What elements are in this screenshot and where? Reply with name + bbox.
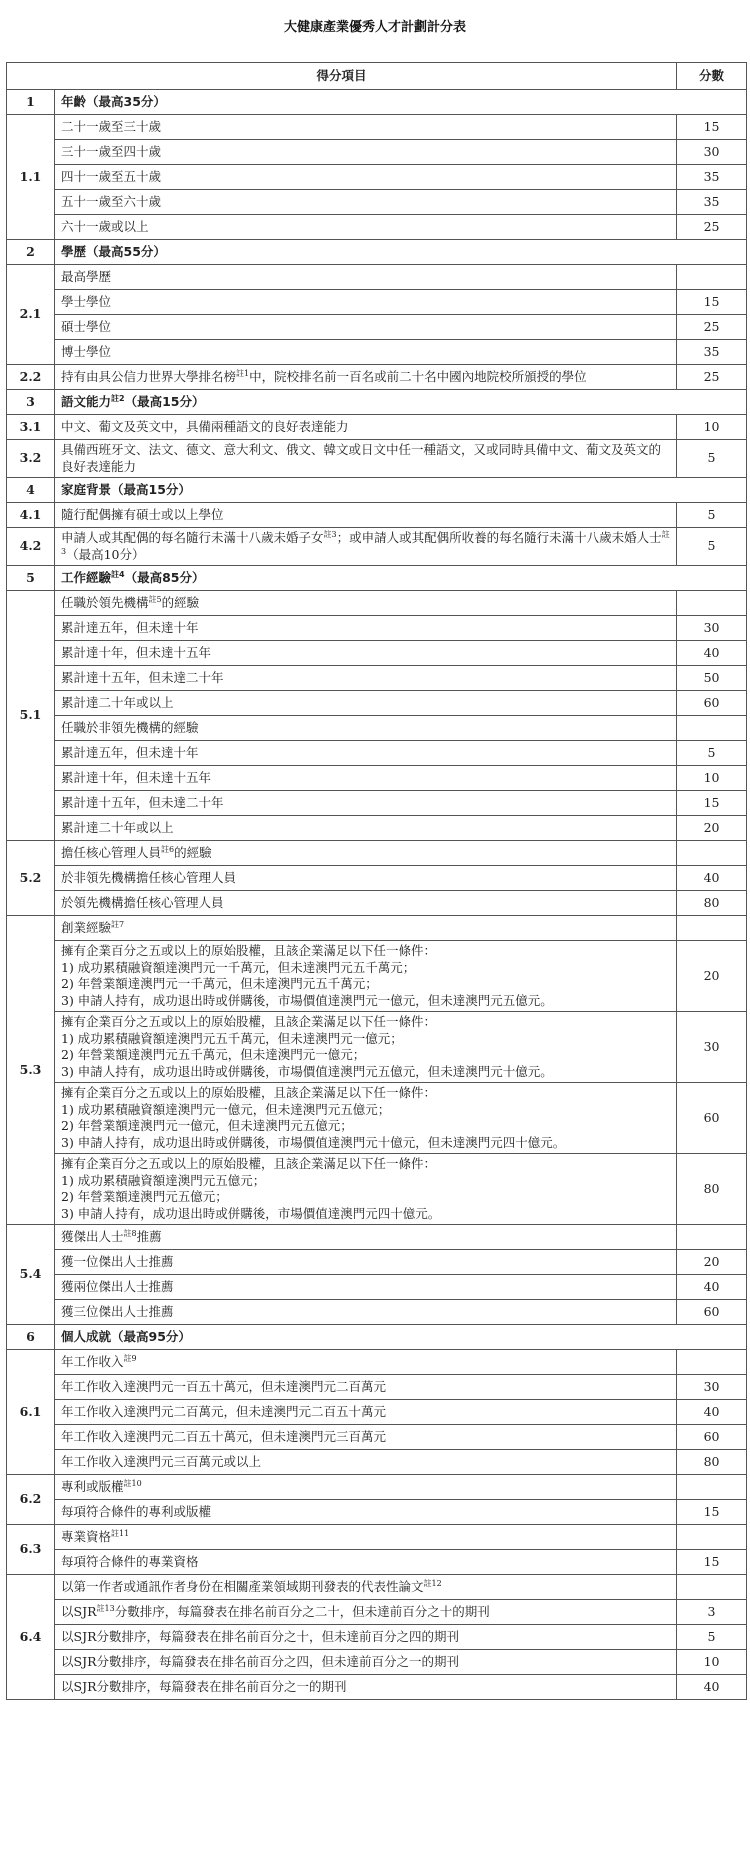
item-line: 2) 年營業額達澳門元五億元； xyxy=(61,1189,228,1204)
item-score: 60 xyxy=(677,1083,747,1154)
item-text: 五十一歲至六十歲 xyxy=(61,193,162,209)
score-table xyxy=(6,62,747,1700)
footnote-ref: 註9 xyxy=(123,1353,137,1363)
item-description xyxy=(55,1425,677,1450)
item-description xyxy=(55,415,677,440)
item-description xyxy=(55,1550,677,1575)
item-score: 30 xyxy=(677,140,747,165)
item-score: 5 xyxy=(677,741,747,766)
item-text: 於非領先機構擔任核心管理人員 xyxy=(61,869,237,885)
item-description xyxy=(55,1500,677,1525)
item-description xyxy=(55,841,677,866)
table-row xyxy=(7,528,747,566)
section-max-score: （最高15分） xyxy=(124,393,205,409)
section-row xyxy=(7,478,747,503)
section-max-score: （最高95分） xyxy=(111,1328,191,1344)
item-score: 15 xyxy=(677,1550,747,1575)
item-score: 5 xyxy=(677,528,747,566)
item-score: 15 xyxy=(677,1500,747,1525)
header-score: 分數 xyxy=(677,63,747,90)
subsection-number: 3.2 xyxy=(7,440,55,478)
item-description xyxy=(55,941,677,1012)
item-score: 20 xyxy=(677,816,747,841)
item-description xyxy=(55,265,677,290)
item-score: 35 xyxy=(677,165,747,190)
table-row xyxy=(7,1525,747,1550)
section-row xyxy=(7,1325,747,1350)
table-row xyxy=(7,691,747,716)
footnote-ref: 註10 xyxy=(123,1478,142,1488)
item-text: 每項符合條件的專利或版權 xyxy=(61,1503,212,1519)
table-row xyxy=(7,841,747,866)
item-text: 獲兩位傑出人士推薦 xyxy=(61,1278,174,1294)
item-description xyxy=(55,190,677,215)
section-title-text: 個人成就 xyxy=(61,1328,112,1344)
item-description xyxy=(55,1450,677,1475)
item-description xyxy=(55,315,677,340)
item-description xyxy=(55,140,677,165)
item-text: 累計達十年，但未達十五年 xyxy=(61,769,212,785)
table-row xyxy=(7,716,747,741)
subsection-number: 2.2 xyxy=(7,365,55,390)
item-score xyxy=(677,716,747,741)
item-text: 任職於領先機構 xyxy=(61,594,149,610)
item-description xyxy=(55,1154,677,1225)
item-description xyxy=(55,641,677,666)
item-text: 專業資格 xyxy=(61,1528,112,1544)
table-row xyxy=(7,265,747,290)
item-description xyxy=(55,1350,677,1375)
item-text: 中，院校排名前一百名或前二十名中國內地院校所頒授的學位 xyxy=(249,368,587,384)
item-score: 5 xyxy=(677,503,747,528)
item-description xyxy=(55,1300,677,1325)
item-score: 80 xyxy=(677,891,747,916)
table-row xyxy=(7,190,747,215)
item-text: 以SJR分數排序，每篇發表在排名前百分之一的期刊 xyxy=(61,1678,347,1694)
item-line: 擁有企業百分之五或以上的原始股權，且該企業滿足以下任一條件： xyxy=(61,1014,437,1029)
item-score: 3 xyxy=(677,1600,747,1625)
item-text: 的經驗 xyxy=(174,844,212,860)
document-title: 大健康產業優秀人才計劃計分表 xyxy=(283,20,466,35)
subsection-number: 4.2 xyxy=(7,528,55,566)
table-row xyxy=(7,616,747,641)
item-line: 1) 成功累積融資額達澳門元五億元； xyxy=(61,1172,266,1188)
table-row xyxy=(7,340,747,365)
item-description xyxy=(55,340,677,365)
section-max-score: （最高35分） xyxy=(86,93,166,109)
item-description xyxy=(55,365,677,390)
table-row xyxy=(7,891,747,916)
item-description xyxy=(55,766,677,791)
item-description xyxy=(55,741,677,766)
item-score xyxy=(677,1525,747,1550)
table-row xyxy=(7,215,747,240)
table-row xyxy=(7,1650,747,1675)
footnote-ref: 註12 xyxy=(423,1578,442,1588)
subsection-number: 6.1 xyxy=(7,1350,55,1475)
subsection-number: 2.1 xyxy=(7,265,55,365)
table-row xyxy=(7,766,747,791)
section-title xyxy=(55,478,747,503)
table-row xyxy=(7,866,747,891)
table-header-row xyxy=(7,63,747,90)
item-score: 30 xyxy=(677,1012,747,1083)
section-number: 2 xyxy=(7,240,55,265)
item-score: 40 xyxy=(677,1275,747,1300)
item-score: 30 xyxy=(677,616,747,641)
table-row xyxy=(7,741,747,766)
section-row xyxy=(7,566,747,591)
item-score: 50 xyxy=(677,666,747,691)
item-line: 1) 成功累積融資額達澳門元一億元，但未達澳門元五億元； xyxy=(61,1101,391,1117)
item-text: 年工作收入達澳門元一百五十萬元，但未達澳門元二百萬元 xyxy=(61,1378,387,1394)
table-row xyxy=(7,1600,747,1625)
table-row xyxy=(7,1425,747,1450)
section-title-text: 年齡 xyxy=(61,93,87,109)
item-description xyxy=(55,528,677,566)
item-line: 1) 成功累積融資額達澳門元五千萬元，但未達澳門元一億元； xyxy=(61,1030,403,1046)
subsection-number: 5.3 xyxy=(7,916,55,1225)
table-body xyxy=(7,90,747,1700)
item-description xyxy=(55,591,677,616)
item-text: 擔任核心管理人員 xyxy=(61,844,162,860)
item-text: 具備西班牙文、法文、德文、意大利文、俄文、韓文或日文中任一種語文，又或同時具備中文、葡文及英文的良好表達能力 xyxy=(61,442,662,474)
item-description xyxy=(55,503,677,528)
table-row xyxy=(7,1475,747,1500)
section-title xyxy=(55,390,747,415)
item-text: 任職於非領先機構的經驗 xyxy=(61,719,199,735)
table-row xyxy=(7,290,747,315)
table-row xyxy=(7,1083,747,1154)
item-score xyxy=(677,1575,747,1600)
item-description xyxy=(55,866,677,891)
table-row xyxy=(7,816,747,841)
item-text: 的經驗 xyxy=(161,594,200,610)
item-text: 獲傑出人士 xyxy=(61,1228,124,1244)
item-score: 10 xyxy=(677,1650,747,1675)
table-row xyxy=(7,1450,747,1475)
item-description xyxy=(55,165,677,190)
item-text: ；或申請人或其配偶所收養的每名隨行未滿十八歲未婚人士 xyxy=(336,530,662,545)
item-score: 60 xyxy=(677,691,747,716)
item-description xyxy=(55,1375,677,1400)
item-description xyxy=(55,916,677,941)
item-text: 中文、葡文及英文中，具備兩種語文的良好表達能力 xyxy=(61,418,349,434)
item-text: 年工作收入達澳門元二百萬元，但未達澳門元二百五十萬元 xyxy=(61,1403,387,1419)
item-description xyxy=(55,1225,677,1250)
table-row xyxy=(7,1275,747,1300)
item-score: 10 xyxy=(677,766,747,791)
item-text: 專利或版權 xyxy=(61,1478,124,1494)
table-row xyxy=(7,140,747,165)
section-title-text: 工作經驗 xyxy=(61,569,112,585)
item-description xyxy=(55,1083,677,1154)
item-text: 二十一歲至三十歲 xyxy=(61,118,162,134)
table-row xyxy=(7,503,747,528)
item-text: 以SJR分數排序，每篇發表在排名前百分之四，但未達前百分之一的期刊 xyxy=(61,1653,459,1669)
item-score: 25 xyxy=(677,215,747,240)
section-footnote-ref: 註2 xyxy=(111,393,125,403)
item-text: 累計達二十年或以上 xyxy=(61,819,174,835)
item-score: 15 xyxy=(677,791,747,816)
item-score: 60 xyxy=(677,1300,747,1325)
item-score xyxy=(677,1475,747,1500)
table-row xyxy=(7,641,747,666)
item-description xyxy=(55,1525,677,1550)
table-row xyxy=(7,1400,747,1425)
item-text: 四十一歲至五十歲 xyxy=(61,168,162,184)
item-score: 40 xyxy=(677,1400,747,1425)
item-text: 博士學位 xyxy=(61,343,112,359)
item-score: 40 xyxy=(677,1675,747,1700)
table-row xyxy=(7,315,747,340)
footnote-ref: 註5 xyxy=(148,594,162,604)
item-text: 累計達二十年或以上 xyxy=(61,694,174,710)
item-line: 擁有企業百分之五或以上的原始股權，且該企業滿足以下任一條件： xyxy=(61,1085,437,1100)
item-score xyxy=(677,916,747,941)
section-max-score: （最高15分） xyxy=(111,481,191,497)
item-text: 累計達十年，但未達十五年 xyxy=(61,644,212,660)
item-text: 六十一歲或以上 xyxy=(61,218,149,234)
section-number: 1 xyxy=(7,90,55,115)
table-row xyxy=(7,666,747,691)
item-line: 3) 申請人持有，成功退出時或併購後，市場價值達澳門元四十億元。 xyxy=(61,1205,441,1221)
item-description xyxy=(55,1250,677,1275)
table-row xyxy=(7,1575,747,1600)
item-description xyxy=(55,1600,677,1625)
item-text: 持有由具公信力世界大學排名榜 xyxy=(61,368,237,384)
item-description xyxy=(55,1400,677,1425)
footnote-ref: 註3 xyxy=(61,529,670,556)
section-footnote-ref: 註4 xyxy=(111,569,125,579)
table-row xyxy=(7,415,747,440)
footnote-ref: 註11 xyxy=(111,1528,130,1538)
item-text: 碩士學位 xyxy=(61,318,112,334)
section-title-text: 語文能力 xyxy=(61,393,112,409)
table-row xyxy=(7,1300,747,1325)
item-text: 於領先機構擔任核心管理人員 xyxy=(61,894,224,910)
footnote-ref: 註13 xyxy=(96,1603,115,1613)
footnote-ref: 註7 xyxy=(111,919,125,929)
item-description xyxy=(55,115,677,140)
item-text: 申請人或其配偶的每名隨行未滿十八歲未婚子女 xyxy=(61,530,324,545)
section-title-text: 家庭背景 xyxy=(61,481,112,497)
item-text: 創業經驗 xyxy=(61,919,112,935)
item-description xyxy=(55,891,677,916)
item-score: 40 xyxy=(677,866,747,891)
table-row xyxy=(7,1350,747,1375)
table-row xyxy=(7,1012,747,1083)
item-text: 累計達十五年，但未達二十年 xyxy=(61,669,224,685)
table-row xyxy=(7,1625,747,1650)
item-description xyxy=(55,215,677,240)
section-max-score: （最高85分） xyxy=(124,569,205,585)
item-score: 35 xyxy=(677,190,747,215)
item-description xyxy=(55,1675,677,1700)
subsection-number: 1.1 xyxy=(7,115,55,240)
item-text: 年工作收入達澳門元三百萬元或以上 xyxy=(61,1453,262,1469)
item-text: 學士學位 xyxy=(61,293,112,309)
item-line: 3) 申請人持有，成功退出時或併購後，市場價值達澳門元十億元，但未達澳門元四十億元。 xyxy=(61,1134,566,1150)
table-row xyxy=(7,916,747,941)
item-line: 3) 申請人持有，成功退出時或併購後，市場價值達澳門元一億元，但未達澳門元五億元。 xyxy=(61,992,553,1008)
table-row xyxy=(7,1375,747,1400)
item-text: 累計達十五年，但未達二十年 xyxy=(61,794,224,810)
item-score: 35 xyxy=(677,340,747,365)
item-score: 20 xyxy=(677,941,747,1012)
table-row xyxy=(7,440,747,478)
item-score: 10 xyxy=(677,415,747,440)
item-text: 年工作收入 xyxy=(61,1353,124,1369)
section-max-score: （最高55分） xyxy=(86,243,166,259)
item-text: 最高學歷 xyxy=(61,268,112,284)
item-line: 1) 成功累積融資額達澳門元一千萬元，但未達澳門元五千萬元； xyxy=(61,959,416,975)
subsection-number: 5.2 xyxy=(7,841,55,916)
item-description xyxy=(55,290,677,315)
item-score: 80 xyxy=(677,1154,747,1225)
item-score: 15 xyxy=(677,290,747,315)
item-text: 累計達五年，但未達十年 xyxy=(61,619,199,635)
section-number: 3 xyxy=(7,390,55,415)
item-description xyxy=(55,791,677,816)
item-description xyxy=(55,716,677,741)
item-text: 以SJR xyxy=(61,1603,97,1619)
item-score xyxy=(677,1225,747,1250)
section-row xyxy=(7,390,747,415)
section-row xyxy=(7,240,747,265)
item-text: （最高10分） xyxy=(66,546,145,562)
item-line: 2) 年營業額達澳門元一千萬元，但未達澳門元五千萬元； xyxy=(61,976,378,991)
item-description xyxy=(55,666,677,691)
subsection-number: 6.2 xyxy=(7,1475,55,1525)
table-row xyxy=(7,1225,747,1250)
section-title xyxy=(55,90,747,115)
table-row xyxy=(7,591,747,616)
item-line: 2) 年營業額達澳門元一億元，但未達澳門元五億元； xyxy=(61,1118,353,1133)
item-text: 以第一作者或通訊作者身份在相關產業領域期刊發表的代表性論文 xyxy=(61,1578,424,1594)
item-score xyxy=(677,841,747,866)
section-title xyxy=(55,566,747,591)
item-score: 60 xyxy=(677,1425,747,1450)
item-description xyxy=(55,440,677,478)
item-description xyxy=(55,1650,677,1675)
section-row xyxy=(7,90,747,115)
item-score xyxy=(677,1350,747,1375)
table-row xyxy=(7,1550,747,1575)
item-line: 擁有企業百分之五或以上的原始股權，且該企業滿足以下任一條件： xyxy=(61,943,437,958)
subsection-number: 6.3 xyxy=(7,1525,55,1575)
subsection-number: 5.1 xyxy=(7,591,55,841)
item-score: 25 xyxy=(677,365,747,390)
item-description xyxy=(55,616,677,641)
item-description xyxy=(55,816,677,841)
footnote-ref: 註3 xyxy=(323,529,337,539)
item-text: 分數排序，每篇發表在排名前百分之二十，但未達前百分之十的期刊 xyxy=(114,1603,490,1619)
item-line: 擁有企業百分之五或以上的原始股權，且該企業滿足以下任一條件： xyxy=(61,1156,437,1171)
table-row xyxy=(7,1154,747,1225)
item-text: 以SJR分數排序，每篇發表在排名前百分之十，但未達前百分之四的期刊 xyxy=(61,1628,459,1644)
footnote-ref: 註1 xyxy=(236,368,250,378)
section-number: 6 xyxy=(7,1325,55,1350)
item-text: 推薦 xyxy=(136,1228,162,1244)
item-text: 累計達五年，但未達十年 xyxy=(61,744,199,760)
item-text: 獲三位傑出人士推薦 xyxy=(61,1303,174,1319)
subsection-number: 6.4 xyxy=(7,1575,55,1700)
item-score: 5 xyxy=(677,440,747,478)
item-score xyxy=(677,265,747,290)
table-row xyxy=(7,791,747,816)
item-score: 20 xyxy=(677,1250,747,1275)
item-text: 三十一歲至四十歲 xyxy=(61,143,162,159)
item-line: 3) 申請人持有，成功退出時或併購後，市場價值達澳門元五億元，但未達澳門元十億元。 xyxy=(61,1063,553,1079)
section-number: 5 xyxy=(7,566,55,591)
footnote-ref: 註6 xyxy=(161,844,175,854)
item-score: 25 xyxy=(677,315,747,340)
footnote-ref: 註8 xyxy=(123,1228,137,1238)
subsection-number: 5.4 xyxy=(7,1225,55,1325)
item-text: 隨行配偶擁有碩士或以上學位 xyxy=(61,506,224,522)
table-row xyxy=(7,115,747,140)
table-row xyxy=(7,1675,747,1700)
item-description xyxy=(55,1475,677,1500)
item-description xyxy=(55,1625,677,1650)
table-row xyxy=(7,1500,747,1525)
item-score: 40 xyxy=(677,641,747,666)
item-text: 年工作收入達澳門元二百五十萬元，但未達澳門元三百萬元 xyxy=(61,1428,387,1444)
item-text: 每項符合條件的專業資格 xyxy=(61,1553,199,1569)
item-text: 獲一位傑出人士推薦 xyxy=(61,1253,174,1269)
item-score: 30 xyxy=(677,1375,747,1400)
table-row xyxy=(7,365,747,390)
item-description xyxy=(55,1275,677,1300)
subsection-number: 3.1 xyxy=(7,415,55,440)
subsection-number: 4.1 xyxy=(7,503,55,528)
item-description xyxy=(55,1575,677,1600)
item-description xyxy=(55,691,677,716)
table-row xyxy=(7,1250,747,1275)
item-line: 2) 年營業額達澳門元五千萬元，但未達澳門元一億元； xyxy=(61,1047,366,1062)
item-score: 5 xyxy=(677,1625,747,1650)
header-item: 得分項目 xyxy=(7,63,677,90)
item-description xyxy=(55,1012,677,1083)
item-score: 80 xyxy=(677,1450,747,1475)
item-score xyxy=(677,591,747,616)
item-score: 15 xyxy=(677,115,747,140)
section-title xyxy=(55,1325,747,1350)
section-title-text: 學歷 xyxy=(61,243,87,259)
section-title xyxy=(55,240,747,265)
table-row xyxy=(7,165,747,190)
section-number: 4 xyxy=(7,478,55,503)
table-row xyxy=(7,941,747,1012)
